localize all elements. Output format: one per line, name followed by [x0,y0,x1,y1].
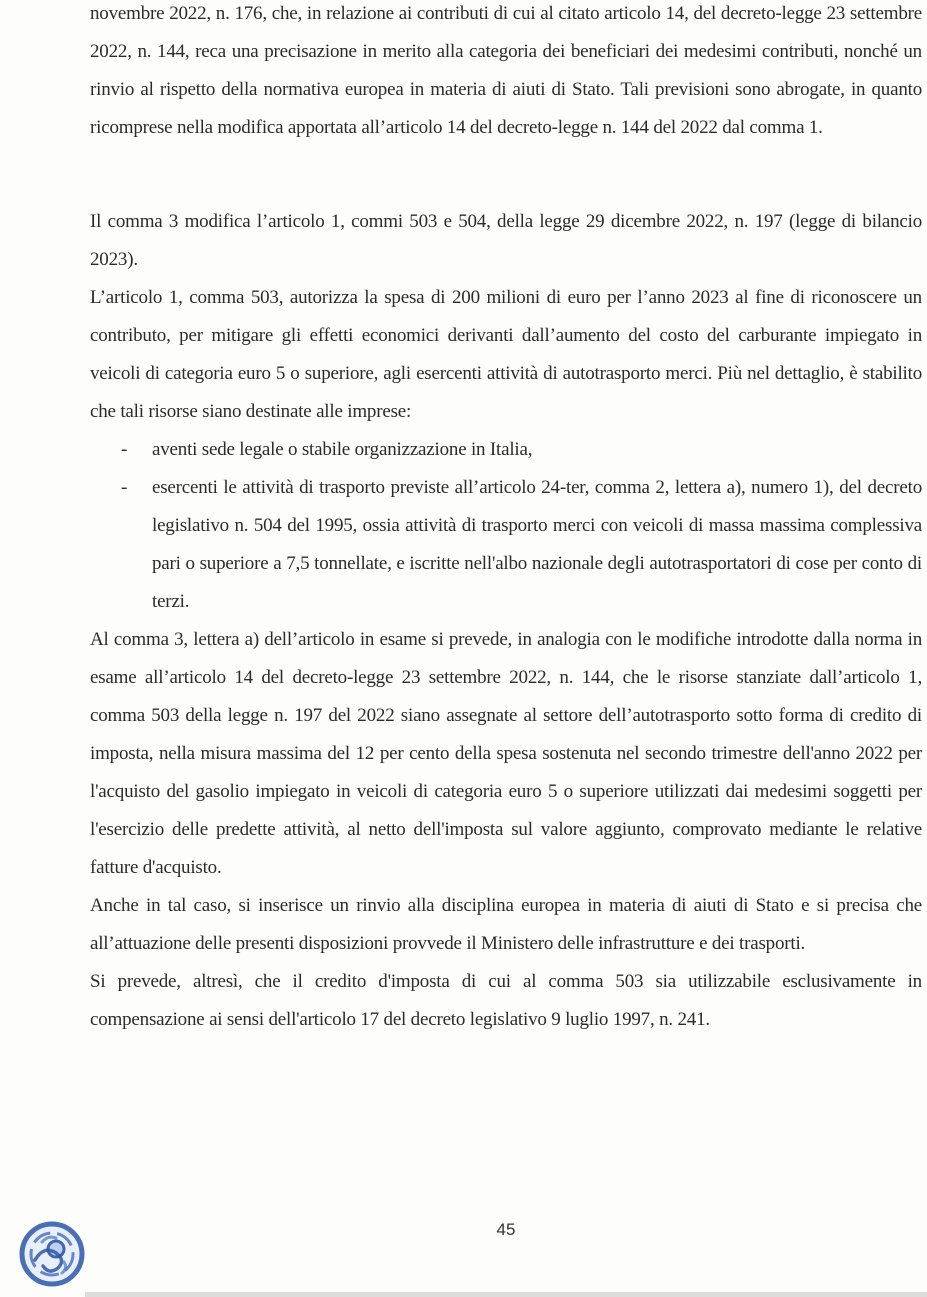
paragraph-comma-3-lettera-a: Al comma 3, lettera a) dell’articolo in esame si prevede, in analogia con le modifiche introdotte dalla norma in esame all’articolo 14 del decreto-legge 23 settembre 2022, n. 144, che le risorse stanziate dall’articolo 1, comma 503 della legge n. 197 del 2022 siano assegnate al settore dell’autotrasporto sotto forma di credito di imposta, nella misura massima del 12 per cento della spesa sostenuta nel secondo trimestre dell'anno 2022 per l'acquisto del gasolio impiegato in veicoli di categoria euro 5 o superiore utilizzati dai medesimi soggetti per l'esercizio delle predette attività, al netto dell'imposta sul valore aggiunto, comprovato mediante le relative fatture d'acquisto. [90,629,922,878]
paragraph-continuation: novembre 2022, n. 176, che, in relazione ai contributi di cui al citato articolo 14, del decreto-legge 23 settembre 2022, n. 144, reca una precisazione in merito alla categoria dei beneficiari dei medesimi contributi, nonché un rinvio al rispetto della normativa europea in materia di aiuti di Stato. Tali previsioni sono abrogate, in quanto ricomprese nella modifica apportata all’articolo 14 del decreto-legge n. 144 del 2022 dal comma 1. [90,3,922,138]
paragraph-comma-3: Il comma 3 modifica l’articolo 1, commi 503 e 504, della legge 29 dicembre 2022, n. 197 (legge di bilancio 2023). [90,211,922,270]
page-number: 45 [496,1220,516,1239]
document-body [90,0,922,1039]
dash-marker: - [121,477,128,498]
paragraph-aiuti-di-stato: Anche in tal caso, si inserisce un rinvio alla disciplina europea in materia di aiuti di Stato e si precisa che all’attuazione delle presenti disposizioni provvede il Ministero delle infrastrutture e dei trasporti. [90,895,922,954]
paragraph-credito-imposta: Si prevede, altresì, che il credito d'imposta di cui al comma 503 sia utilizzabile esclusivamente in compensazione ai sensi dell'articolo 17 del decreto legislativo 9 luglio 1997, n. 241. [90,971,922,1030]
stamp-logo-icon [16,1218,88,1290]
list-item [90,431,922,469]
list-item-text: aventi sede legale o stabile organizzazione in Italia, [152,439,533,460]
bullet-list [90,431,922,621]
list-item-text: esercenti le attività di trasporto previste all’articolo 24-ter, comma 2, lettera a), numero 1), del decreto legislativo n. 504 del 1995, ossia attività di trasporto merci con veicoli di massa massima complessiva pari o superiore a 7,5 tonnellate, e iscritte nell'albo nazionale degli autotrasportatori di cose per conto di terzi. [152,477,922,612]
paragraph-articolo-1-comma-503: L’articolo 1, comma 503, autorizza la spesa di 200 milioni di euro per l’anno 2023 al fine di riconoscere un contributo, per mitigare gli effetti economici derivanti dall’aumento del costo del carburante impiegato in veicoli di categoria euro 5 o superiore, agli esercenti attività di autotrasporto merci. Più nel dettaglio, è stabilito che tali risorse siano destinate alle imprese: [90,287,922,422]
list-item [90,469,922,621]
dash-marker: - [121,439,128,460]
scan-edge-line [85,1292,927,1297]
